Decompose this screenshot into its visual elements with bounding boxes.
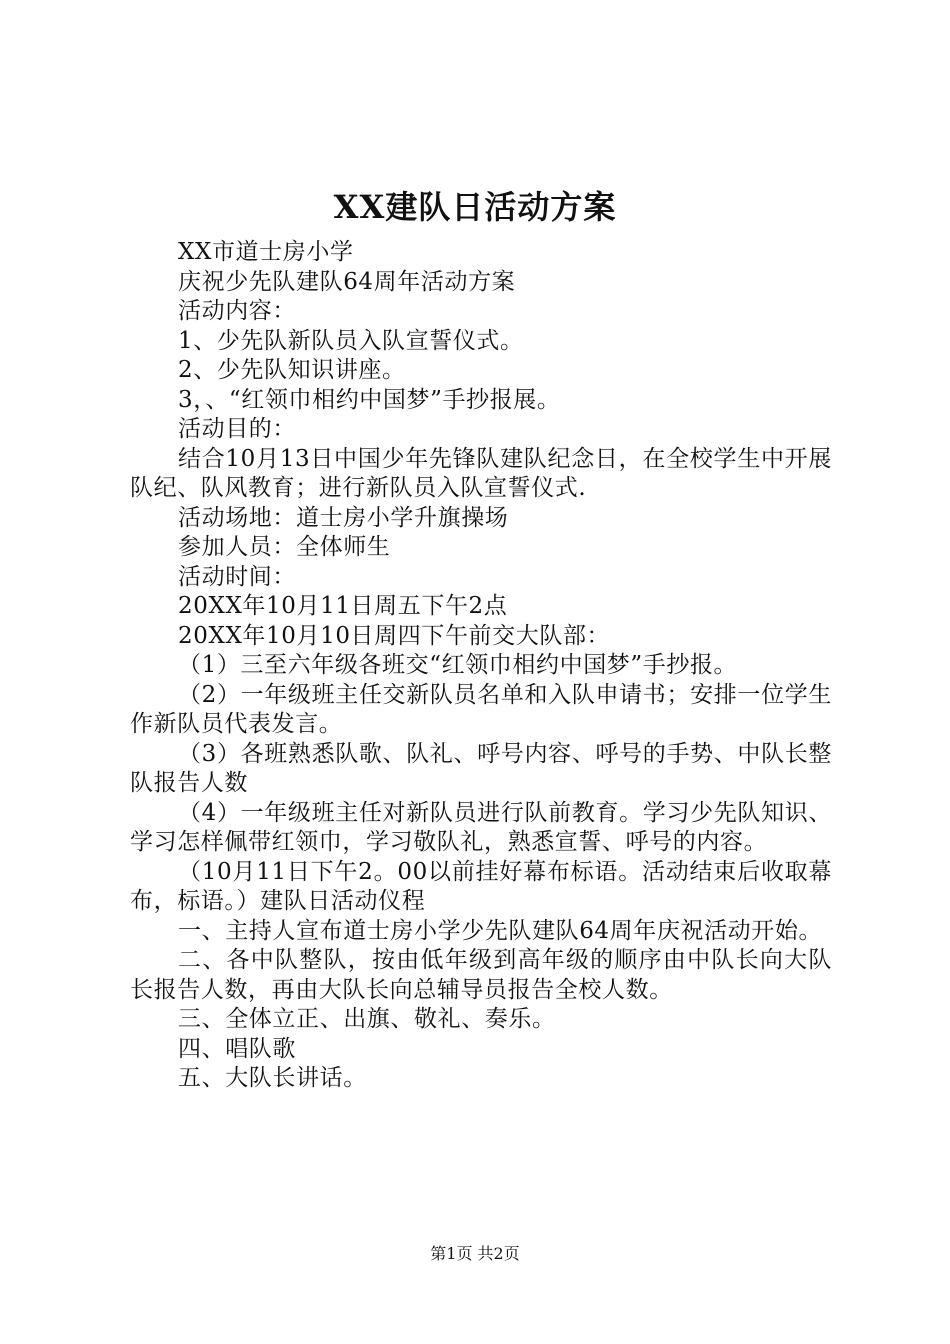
paragraph-banner-note: （10月11日下午2。00以前挂好幕布标语。活动结束后收取幕布，标语。）建队日活动仪程 [130, 858, 832, 914]
paragraph-school: XX市道士房小学 [178, 239, 354, 265]
paragraph-purpose-text: 结合10月13日中国少年先锋队建队纪念日，在全校学生中开展队纪、队风教育；进行新队员入队宣誓仪式. [130, 445, 832, 501]
paragraph-task-1: （1）三至六年级各班交“红领巾相约中国梦”手抄报。 [178, 652, 738, 678]
document-body [130, 238, 832, 1094]
paragraph-time-2: 20XX年10月10日周四下午前交大队部： [178, 622, 611, 649]
paragraph-time-heading: 活动时间： [178, 563, 296, 590]
paragraph-content-3: 3，、“红领巾相约中国梦”手抄报展。 [178, 386, 561, 413]
paragraph-venue: 活动场地：道士房小学升旗操场 [178, 504, 509, 531]
paragraph-content-1: 1、少先队新队员入队宣誓仪式。 [178, 327, 524, 354]
paragraph-step-2: 二、各中队整队，按由低年级到高年级的顺序由中队长向大队长报告人数，再由大队长向总辅导员报告全校人数。 [130, 947, 832, 1003]
paragraph-plan-title: 庆祝少先队建队64周年活动方案 [178, 268, 516, 295]
paragraph-task-2: （2）一年级班主任交新队员名单和入队申请书；安排一位学生作新队员代表发言。 [130, 681, 832, 737]
page-footer: 第1页 共2页 [430, 1244, 520, 1263]
paragraph-time-1: 20XX年10月11日周五下午2点 [178, 593, 508, 619]
paragraph-task-4: （4）一年级班主任对新队员进行队前教育。学习少先队知识、学习怎样佩带红领巾，学习敬队礼，熟悉宣誓、呼号的内容。 [130, 799, 832, 855]
paragraph-content-heading: 活动内容： [178, 298, 296, 324]
paragraph-task-3: （3）各班熟悉队歌、队礼、呼号内容、呼号的手势、中队长整队报告人数 [130, 740, 832, 796]
paragraph-step-1: 一、主持人宣布道士房小学少先队建队64周年庆祝活动开始。 [178, 917, 823, 944]
document-title: XX建队日活动方案 [333, 188, 617, 226]
paragraph-purpose-heading: 活动目的： [178, 416, 296, 442]
paragraph-step-4: 四、唱队歌 [178, 1035, 296, 1062]
paragraph-step-3: 三、全体立正、出旗、敬礼、奏乐。 [178, 1006, 556, 1032]
paragraph-content-2: 2、少先队知识讲座。 [178, 357, 406, 383]
paragraph-step-5: 五、大队长讲话。 [178, 1065, 367, 1091]
paragraph-participants: 参加人员：全体师生 [178, 534, 391, 560]
